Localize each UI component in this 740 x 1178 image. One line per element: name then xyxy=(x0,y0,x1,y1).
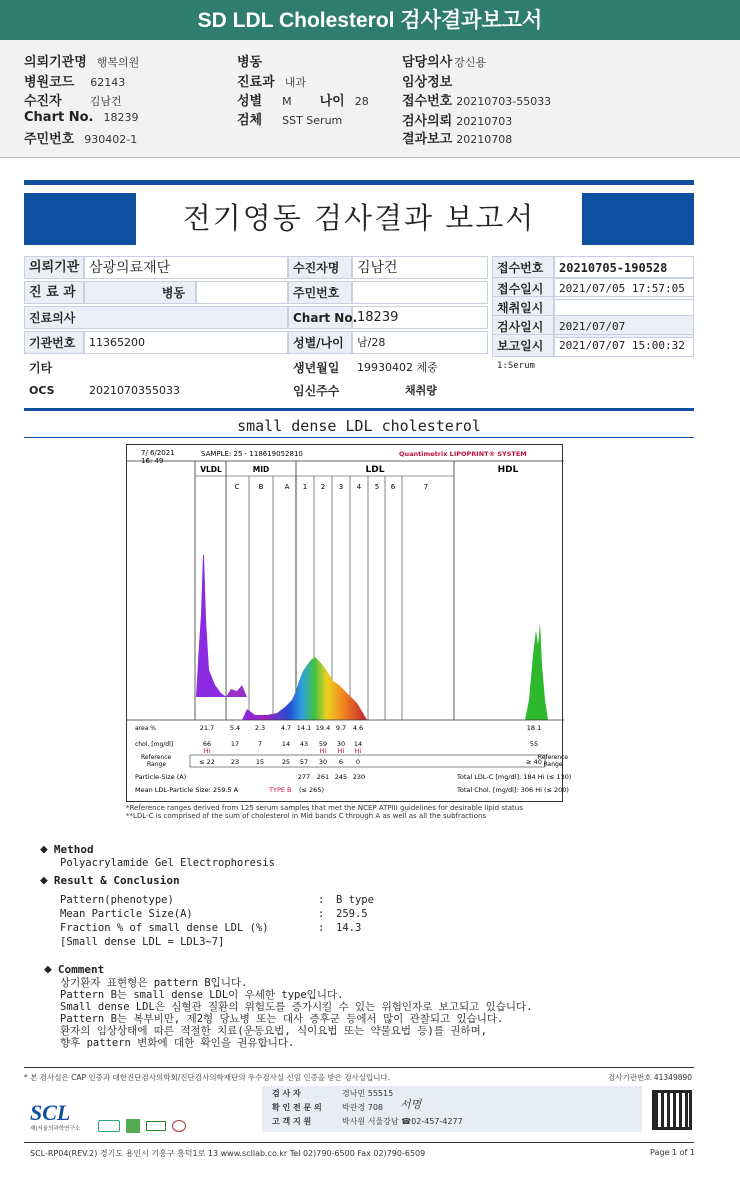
scl-logo: SCL xyxy=(30,1100,71,1125)
logo-subtitle: 재)서울의과학연구소 xyxy=(30,1126,80,1132)
doctor-value: 박관경 708 xyxy=(342,1103,383,1112)
info-key: 검체 xyxy=(237,113,263,128)
page-number: Page 1 of 1 xyxy=(650,1148,695,1157)
result-key: Pattern(phenotype) xyxy=(60,894,174,906)
report-title-box xyxy=(24,193,694,245)
grid-value: 채취량 xyxy=(405,384,437,397)
result-value: B type xyxy=(336,894,374,906)
divider xyxy=(24,1142,694,1143)
chol-value: 66 xyxy=(202,740,212,748)
vldl-peak xyxy=(196,555,226,697)
grid-value: 2021/07/05 17:57:05 xyxy=(554,277,694,300)
grid-key: 주민번호 xyxy=(288,281,352,304)
info-key: 접수번호 xyxy=(402,94,453,109)
ref-value: 30 xyxy=(318,758,328,766)
info-value: 행복의원 xyxy=(96,56,140,69)
grid-key: 임신주수 xyxy=(293,384,340,398)
method-title: Method xyxy=(53,843,94,856)
chol-value: 30 xyxy=(336,740,346,748)
band-label: C xyxy=(234,483,240,491)
footnote-line: *Reference ranges derived from 125 serum samples that met the NCEP ATPIII guidelines for desirable lipid status xyxy=(126,804,523,812)
info-value: 20210703 xyxy=(456,115,513,128)
info-value: M xyxy=(282,95,292,108)
ref-value: 6 xyxy=(338,758,344,766)
result-colon: : xyxy=(318,922,325,934)
zone-vldl: VLDL xyxy=(200,465,222,474)
chol-value: 14 xyxy=(281,740,291,748)
chart-footnote xyxy=(126,804,523,820)
divider xyxy=(24,437,694,438)
report-header: SD LDL Cholesterol 검사결과보고서 xyxy=(0,0,740,40)
lipoprint-svg xyxy=(127,445,572,803)
age-value: 28 xyxy=(354,95,369,108)
info-key: Chart No. xyxy=(24,110,94,125)
comment-line: 상기환자 표현형은 pattern B입니다. xyxy=(60,977,248,989)
divider xyxy=(24,1067,694,1068)
result-key: Fraction % of small dense LDL (%) xyxy=(60,922,269,934)
grid-key: 기관번호 xyxy=(24,331,84,354)
area-value: 19.4 xyxy=(315,724,331,732)
info-key: 주민번호 xyxy=(24,132,75,147)
qr-code-icon xyxy=(652,1090,692,1130)
info-value: SST Serum xyxy=(282,114,343,127)
info-value: 강신용 xyxy=(454,56,487,69)
info-value: 18239 xyxy=(103,111,139,124)
result-heading xyxy=(40,873,180,888)
comment-heading xyxy=(44,962,104,977)
info-key: 임상정보 xyxy=(402,75,453,90)
grid-value: 2021070355033 xyxy=(89,384,180,397)
row-chol-label: chol. [mg/dl] xyxy=(135,741,174,748)
band-label: 6 xyxy=(390,483,396,491)
doctor-label: 확 인 전 문 의 xyxy=(272,1103,322,1112)
comment-line: Pattern B는 복부비만, 제2형 당뇨병 또는 대사 증후군 등에서 많이 관찰되고 있습니다. xyxy=(60,1013,504,1025)
type-ref: (≤ 265) xyxy=(299,786,324,794)
grid-key: 생년월일 xyxy=(293,361,340,375)
comment-line: Pattern B는 small dense LDL이 우세한 type입니다. xyxy=(60,989,344,1001)
band-label: 2 xyxy=(320,483,326,491)
type-label: TYPE B xyxy=(269,786,292,794)
result-title: Result & Conclusion xyxy=(53,874,180,887)
particle-value: 277 xyxy=(297,773,311,781)
ldl-spectrum xyxy=(242,657,367,720)
grid-value: 병동 xyxy=(84,281,196,304)
info-key: 병원코드 xyxy=(24,75,75,90)
band-label: A xyxy=(284,483,290,491)
ref-value: 23 xyxy=(230,758,240,766)
chart-date-line2: 16: 49 xyxy=(141,457,164,465)
signature-panel xyxy=(262,1086,642,1132)
info-value: 930402-1 xyxy=(84,133,138,146)
ref-value: ≥ 40 xyxy=(526,758,542,766)
particle-value: 261 xyxy=(316,773,330,781)
grid-value: 삼광의료재단 xyxy=(84,256,288,279)
total-chol: Total Chol. [mg/dl]: 306 Hi (≤ 200) xyxy=(457,786,569,794)
chol-value: 59 xyxy=(318,740,328,748)
chart-title: small dense LDL cholesterol xyxy=(237,417,481,435)
comment-line: 환자의 임상상태에 따른 적절한 치료(운동요법, 식이요법 또는 약물요법 등)를 권하며, xyxy=(60,1025,488,1037)
grid-key: OCS xyxy=(29,384,55,397)
particle-value: 245 xyxy=(334,773,348,781)
area-value: 14.1 xyxy=(296,724,312,732)
chart-date xyxy=(141,449,175,465)
chol-value: 43 xyxy=(299,740,309,748)
row-area-label: area % xyxy=(135,725,156,732)
hi-flag: Hi xyxy=(337,747,345,755)
grid-value: 11365200 xyxy=(84,331,288,354)
age-label: 나이 xyxy=(319,94,345,109)
info-value: 20210703-55033 xyxy=(456,95,552,108)
grid-key: 검사일시 xyxy=(492,315,554,338)
total-ldl: Total LDL-C [mg/dl]: 184 Hi (≤ 130) xyxy=(457,773,572,781)
info-key: 의뢰기관명 xyxy=(24,55,87,70)
info-key: 진료과 xyxy=(237,75,275,90)
chol-value: 17 xyxy=(230,740,240,748)
seal-logo-icon xyxy=(172,1120,186,1132)
info-value: 김남건 xyxy=(89,95,122,108)
info-key: 검사의뢰 xyxy=(402,114,453,129)
row-ref-right-2: Range xyxy=(543,761,563,768)
area-value: 9.7 xyxy=(335,724,347,732)
grid-value: 남/28 xyxy=(352,331,488,354)
grid-empty xyxy=(196,281,288,304)
hdl-peak xyxy=(525,623,548,720)
result-value: 14.3 xyxy=(336,922,362,934)
institution-no: 검사기관번호 41349890 xyxy=(608,1073,693,1082)
grid-value: 20210705-190528 xyxy=(554,256,694,279)
result-colon: : xyxy=(318,908,325,920)
lipoprint-chart xyxy=(126,444,572,802)
row-ref-label-2: Range xyxy=(147,761,167,768)
info-value: 내과 xyxy=(284,76,306,89)
grid-value xyxy=(352,281,488,304)
band-label: 4 xyxy=(356,483,362,491)
grid-key: 의뢰기관 xyxy=(24,256,84,279)
info-key: 수진자 xyxy=(24,94,62,109)
chol-value: 14 xyxy=(353,740,363,748)
band-label: 3 xyxy=(338,483,344,491)
row-ref-right: Reference xyxy=(537,754,569,761)
signature: 서명 xyxy=(400,1099,422,1111)
grid-key: 보고일시 xyxy=(492,334,554,357)
chol-value: 55 xyxy=(529,740,539,748)
grid-key: 수진자명 xyxy=(288,256,352,279)
divider xyxy=(24,180,694,185)
mid-c-peak xyxy=(226,685,247,697)
chart-brand: Quantimetrix LIPOPRINT® SYSTEM xyxy=(399,450,527,458)
comment-line: Small dense LDL은 심혈관 질환의 위험도를 증가시킬 수 있는 위험인자로 보고되고 있습니다. xyxy=(60,1001,533,1013)
diamond-icon: ◆ xyxy=(44,962,52,977)
cert-note: * 본 검사실은 CAP 인증과 대한진단검사의학회/진단검사의학재단의 우수검사실 신임 인증을 받은 검사실입니다. xyxy=(24,1073,391,1082)
band-label: 1 xyxy=(302,483,308,491)
particle-label: Particle-Size (A) xyxy=(135,773,187,781)
grid-key: Chart No. xyxy=(288,306,352,329)
grid-key: 채취일시 xyxy=(492,296,554,319)
cap-logo-icon xyxy=(98,1120,120,1132)
grid-key: 진료의사 xyxy=(24,306,288,329)
cert-logos xyxy=(98,1116,188,1136)
diamond-icon: ◆ xyxy=(40,842,48,857)
info-key: 병동 xyxy=(237,55,263,70)
lab-logo-icon xyxy=(126,1119,140,1133)
grid-value: 18239 xyxy=(352,306,488,329)
info-key: 성별 xyxy=(237,94,263,109)
ref-value: ≤ 22 xyxy=(199,758,215,766)
patient-info-panel xyxy=(0,40,740,158)
support-value: 박사원 서울강남 ☎02-457-4277 xyxy=(342,1117,463,1126)
method-text: Polyacrylamide Gel Electrophoresis xyxy=(60,857,275,869)
chol-value: 7 xyxy=(257,740,263,748)
comment-line: 향후 pattern 변화에 대한 확인을 권유합니다. xyxy=(60,1037,295,1049)
support-label: 고 객 지 원 xyxy=(272,1117,312,1126)
chart-date-line1: 7/ 6/2021 xyxy=(141,449,175,457)
zone-mid: MID xyxy=(252,465,270,474)
tester-value: 경낙민 55515 xyxy=(342,1089,394,1098)
area-value: 18.1 xyxy=(526,724,542,732)
kola-logo-icon xyxy=(146,1121,166,1131)
ref-value: 15 xyxy=(255,758,265,766)
band-label: 7 xyxy=(423,483,429,491)
grid-key: 기타 xyxy=(29,361,53,375)
grid-key: 성별/나이 xyxy=(288,331,352,354)
grid-value: 2021/07/07 xyxy=(554,315,694,338)
info-key: 결과보고 xyxy=(402,132,453,147)
area-value: 4.6 xyxy=(352,724,364,732)
diamond-icon: ◆ xyxy=(40,873,48,888)
ref-value: 25 xyxy=(281,758,291,766)
divider xyxy=(24,408,694,411)
area-value: 4.7 xyxy=(280,724,292,732)
area-value: 21.7 xyxy=(199,724,215,732)
grid-key: 접수번호 xyxy=(492,256,554,279)
specimen-value: 1:Serum xyxy=(497,361,535,371)
grid-key: 진 료 과 xyxy=(24,281,84,304)
footer-address: SCL-RP04(REV.2) 경기도 용인시 기흥구 흥덕1로 13 www.scllab.co.kr Tel 02)790-6500 Fax 02)790-6509 xyxy=(30,1149,426,1158)
result-colon: : xyxy=(318,894,325,906)
band-label: B xyxy=(258,483,264,491)
ref-value: 57 xyxy=(299,758,309,766)
mean-particle-label: Mean LDL-Particle Size: 259.5 A xyxy=(135,786,239,794)
row-ref-label: Reference xyxy=(141,754,172,761)
info-key: 담당의사 xyxy=(402,55,453,70)
info-value: 20210708 xyxy=(456,133,513,146)
zone-hdl: HDL xyxy=(497,465,519,475)
tester-label: 검 사 자 xyxy=(272,1089,301,1098)
result-key: Mean Particle Size(A) xyxy=(60,908,193,920)
area-value: 5.4 xyxy=(229,724,241,732)
hi-flag: Hi xyxy=(319,747,327,755)
comment-title: Comment xyxy=(57,963,105,976)
result-note: [Small dense LDL = LDL3~7] xyxy=(60,936,225,948)
footnote-line: **LDL-C is comprised of the sum of cholesterol in Mid bands C through A as well as all the subfractions xyxy=(126,812,487,820)
zone-ldl: LDL xyxy=(365,465,385,475)
particle-value: 230 xyxy=(352,773,366,781)
method-heading xyxy=(40,842,94,857)
band-label: 5 xyxy=(374,483,380,491)
area-value: 2.3 xyxy=(254,724,266,732)
grid-value: 김남건 xyxy=(352,256,488,279)
grid-value: 2021/07/07 15:00:32 xyxy=(554,334,694,357)
report-title: 전기영동 검사결과 보고서 xyxy=(134,193,584,245)
grid-value: 19930402 체중 xyxy=(357,361,438,374)
hi-flag: Hi xyxy=(203,747,211,755)
result-value: 259.5 xyxy=(336,908,368,920)
hi-flag: Hi xyxy=(354,747,362,755)
grid-key: 접수일시 xyxy=(492,277,554,300)
info-value: 62143 xyxy=(90,76,126,89)
chart-sample: SAMPLE: 25 - 118619052810 xyxy=(201,450,303,458)
ref-value: 0 xyxy=(355,758,361,766)
